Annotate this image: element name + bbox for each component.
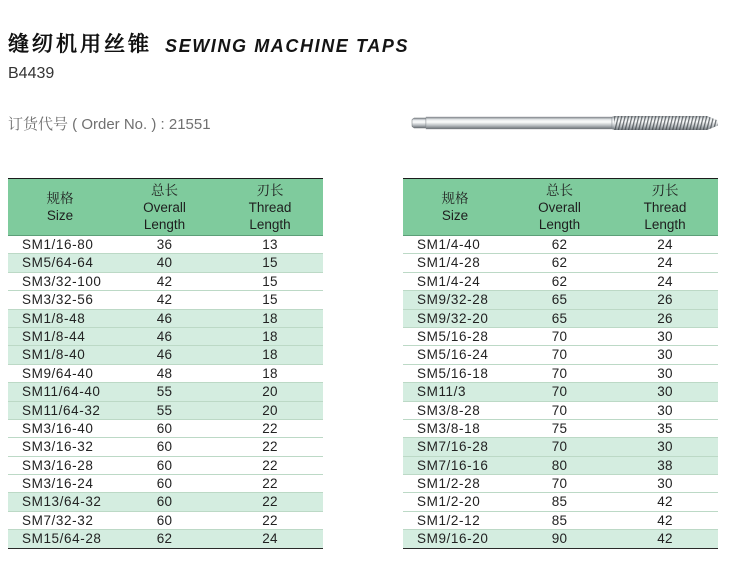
thread-length-cell: 22 <box>262 512 278 528</box>
table-row <box>403 383 718 401</box>
thread-length-cell: 38 <box>657 457 673 473</box>
column-header-cn: 刃长 <box>651 182 679 198</box>
size-cell: SM1/4-24 <box>417 273 481 289</box>
table-header <box>403 178 718 236</box>
thread-length-cell: 30 <box>657 328 673 344</box>
overall-length-cell: 70 <box>551 439 568 455</box>
order-number-line <box>8 116 211 134</box>
size-cell: SM7/16-28 <box>417 439 489 455</box>
thread-length-cell: 26 <box>657 292 673 308</box>
size-cell: SM13/64-32 <box>22 494 102 510</box>
table-row <box>8 273 323 291</box>
size-cell: SM9/32-20 <box>417 310 489 326</box>
size-cell: SM3/32-100 <box>22 273 102 289</box>
size-cell: SM3/32-56 <box>22 292 94 308</box>
column-header-cn: 规格 <box>46 191 74 206</box>
size-cell: SM15/64-28 <box>22 531 102 547</box>
overall-length-cell: 62 <box>551 237 568 252</box>
overall-length-cell: 65 <box>551 310 568 326</box>
column-header-size <box>403 179 507 235</box>
overall-length-cell: 60 <box>156 439 173 455</box>
size-table-left <box>8 178 323 549</box>
table-row <box>8 236 323 254</box>
thread-length-cell: 30 <box>657 439 673 455</box>
size-cell: SM3/8-28 <box>417 402 481 418</box>
overall-length-cell: 75 <box>551 420 568 436</box>
table-row <box>8 438 323 456</box>
tap-shank <box>426 117 612 129</box>
size-table-right <box>403 178 718 549</box>
size-cell: SM3/16-24 <box>22 476 94 492</box>
size-cell: SM1/8-48 <box>22 310 86 326</box>
column-header-en: Size <box>441 208 469 223</box>
thread-length-cell: 24 <box>657 255 673 271</box>
table-body <box>8 236 323 549</box>
size-cell: SM1/8-44 <box>22 328 86 344</box>
size-cell: SM1/8-40 <box>22 347 86 363</box>
table-row <box>8 383 323 401</box>
column-header-size <box>8 179 112 235</box>
thread-length-cell: 26 <box>657 310 673 326</box>
column-header-overall-length <box>507 179 612 235</box>
overall-length-cell: 60 <box>156 494 173 510</box>
size-cell: SM9/16-20 <box>417 531 489 547</box>
overall-length-cell: 46 <box>156 310 173 326</box>
thread-length-cell: 18 <box>262 365 278 381</box>
size-cell: SM11/3 <box>417 384 467 400</box>
table-row <box>403 236 718 254</box>
size-cell: SM1/16-80 <box>22 237 94 252</box>
thread-length-cell: 22 <box>262 439 278 455</box>
overall-length-cell: 42 <box>156 292 173 308</box>
column-header-cn: 总长 <box>151 182 178 198</box>
size-cell: SM3/16-32 <box>22 439 94 455</box>
thread-length-cell: 18 <box>262 328 278 344</box>
size-cell: SM3/16-40 <box>22 420 94 436</box>
size-cell: SM1/4-40 <box>417 237 481 252</box>
thread-length-cell: 18 <box>262 347 278 363</box>
thread-length-cell: 24 <box>657 273 673 289</box>
overall-length-cell: 70 <box>551 328 568 344</box>
size-cell: SM3/8-18 <box>417 420 481 436</box>
size-cell: SM7/32-32 <box>22 512 94 528</box>
thread-length-cell: 22 <box>262 476 278 492</box>
thread-length-cell: 24 <box>657 237 673 252</box>
overall-length-cell: 62 <box>156 531 173 547</box>
overall-length-cell: 90 <box>551 531 568 547</box>
thread-length-cell: 13 <box>262 237 278 252</box>
overall-length-cell: 60 <box>156 512 173 528</box>
thread-length-cell: 42 <box>657 531 673 547</box>
overall-length-cell: 42 <box>156 273 173 289</box>
thread-length-cell: 30 <box>657 365 673 381</box>
tap-square-end <box>412 118 426 128</box>
thread-length-cell: 30 <box>657 402 673 418</box>
table-row <box>403 254 718 272</box>
thread-length-cell: 35 <box>657 420 673 436</box>
table-body <box>403 236 718 549</box>
table-row <box>8 310 323 328</box>
overall-length-cell: 70 <box>551 365 568 381</box>
order-number-value: 21551 <box>168 116 211 133</box>
size-cell: SM9/32-28 <box>417 292 489 308</box>
table-row <box>403 291 718 309</box>
thread-length-cell: 30 <box>657 384 673 400</box>
overall-length-cell: 70 <box>551 476 568 492</box>
thread-length-cell: 18 <box>262 310 278 326</box>
size-cell: SM9/64-40 <box>22 365 94 381</box>
table-row <box>8 530 323 548</box>
model-number: B4439 <box>8 65 55 82</box>
table-row <box>403 402 718 420</box>
size-cell: SM1/2-20 <box>417 494 481 510</box>
size-cell: SM5/16-18 <box>417 365 489 381</box>
table-header <box>8 178 323 236</box>
overall-length-cell: 60 <box>156 420 173 436</box>
table-row <box>8 254 323 272</box>
thread-length-cell: 20 <box>262 402 278 418</box>
table-row <box>8 346 323 364</box>
table-row <box>403 475 718 493</box>
size-cell: SM11/64-32 <box>22 402 101 418</box>
overall-length-cell: 62 <box>551 273 568 289</box>
page-title-cn: 缝纫机用丝锥 <box>8 33 152 56</box>
size-cell: SM1/2-12 <box>417 512 481 528</box>
overall-length-cell: 62 <box>551 255 568 271</box>
column-header-en: Overall Length <box>143 199 186 232</box>
table-row <box>8 365 323 383</box>
overall-length-cell: 46 <box>156 347 173 363</box>
overall-length-cell: 36 <box>156 237 173 252</box>
table-row <box>8 475 323 493</box>
overall-length-cell: 70 <box>551 402 568 418</box>
table-row <box>8 402 323 420</box>
table-row <box>403 493 718 511</box>
thread-length-cell: 15 <box>262 273 278 289</box>
overall-length-cell: 40 <box>156 255 173 271</box>
thread-length-cell: 30 <box>657 347 673 363</box>
table-row <box>8 291 323 309</box>
overall-length-cell: 55 <box>156 384 173 400</box>
thread-length-cell: 42 <box>657 494 673 510</box>
column-header-thread-length <box>612 179 718 235</box>
table-row <box>8 457 323 475</box>
column-header-en: Thread Length <box>643 199 687 232</box>
column-header-en: Overall Length <box>538 199 581 232</box>
size-cell: SM1/2-28 <box>417 476 481 492</box>
table-row <box>403 328 718 346</box>
overall-length-cell: 60 <box>156 476 173 492</box>
overall-length-cell: 48 <box>156 365 173 381</box>
table-row <box>403 346 718 364</box>
table-row <box>403 310 718 328</box>
overall-length-cell: 70 <box>551 384 568 400</box>
column-header-cn: 刃长 <box>256 182 284 198</box>
thread-length-cell: 22 <box>262 457 278 473</box>
size-cell: SM11/64-40 <box>22 384 101 400</box>
thread-length-cell: 30 <box>657 476 673 492</box>
tap-thread <box>614 115 720 131</box>
page-title-en: SEWING MACHINE TAPS <box>165 36 410 56</box>
size-cell: SM5/16-24 <box>417 347 489 363</box>
overall-length-cell: 85 <box>551 512 568 528</box>
column-header-cn: 规格 <box>441 191 469 206</box>
overall-length-cell: 70 <box>551 347 568 363</box>
overall-length-cell: 65 <box>551 292 568 308</box>
column-header-en: Size <box>46 208 74 223</box>
table-row <box>8 328 323 346</box>
table-row <box>8 493 323 511</box>
thread-length-cell: 20 <box>262 384 278 400</box>
size-cell: SM7/16-16 <box>417 457 489 473</box>
overall-length-cell: 85 <box>551 494 568 510</box>
size-cell: SM5/64-64 <box>22 255 94 271</box>
thread-length-cell: 22 <box>262 420 278 436</box>
table-row <box>403 457 718 475</box>
table-row <box>8 512 323 530</box>
thread-length-cell: 15 <box>262 292 278 308</box>
table-row <box>403 438 718 456</box>
table-row <box>403 420 718 438</box>
tap-icon <box>408 112 720 134</box>
thread-length-cell: 24 <box>262 531 278 547</box>
table-row <box>403 512 718 530</box>
size-cell: SM5/16-28 <box>417 328 489 344</box>
thread-length-cell: 15 <box>262 255 278 271</box>
column-header-thread-length <box>217 179 323 235</box>
size-cell: SM1/4-28 <box>417 255 481 271</box>
size-cell: SM3/16-28 <box>22 457 94 473</box>
table-row <box>8 420 323 438</box>
overall-length-cell: 60 <box>156 457 173 473</box>
table-row <box>403 365 718 383</box>
thread-length-cell: 22 <box>262 494 278 510</box>
table-row <box>403 273 718 291</box>
thread-length-cell: 42 <box>657 512 673 528</box>
order-number-label: 订货代号 ( Order No. ) : <box>8 116 165 133</box>
overall-length-cell: 80 <box>551 457 568 473</box>
column-header-en: Thread Length <box>248 199 292 232</box>
column-header-cn: 总长 <box>546 182 573 198</box>
table-row <box>403 530 718 548</box>
overall-length-cell: 55 <box>156 402 173 418</box>
overall-length-cell: 46 <box>156 328 173 344</box>
column-header-overall-length <box>112 179 217 235</box>
